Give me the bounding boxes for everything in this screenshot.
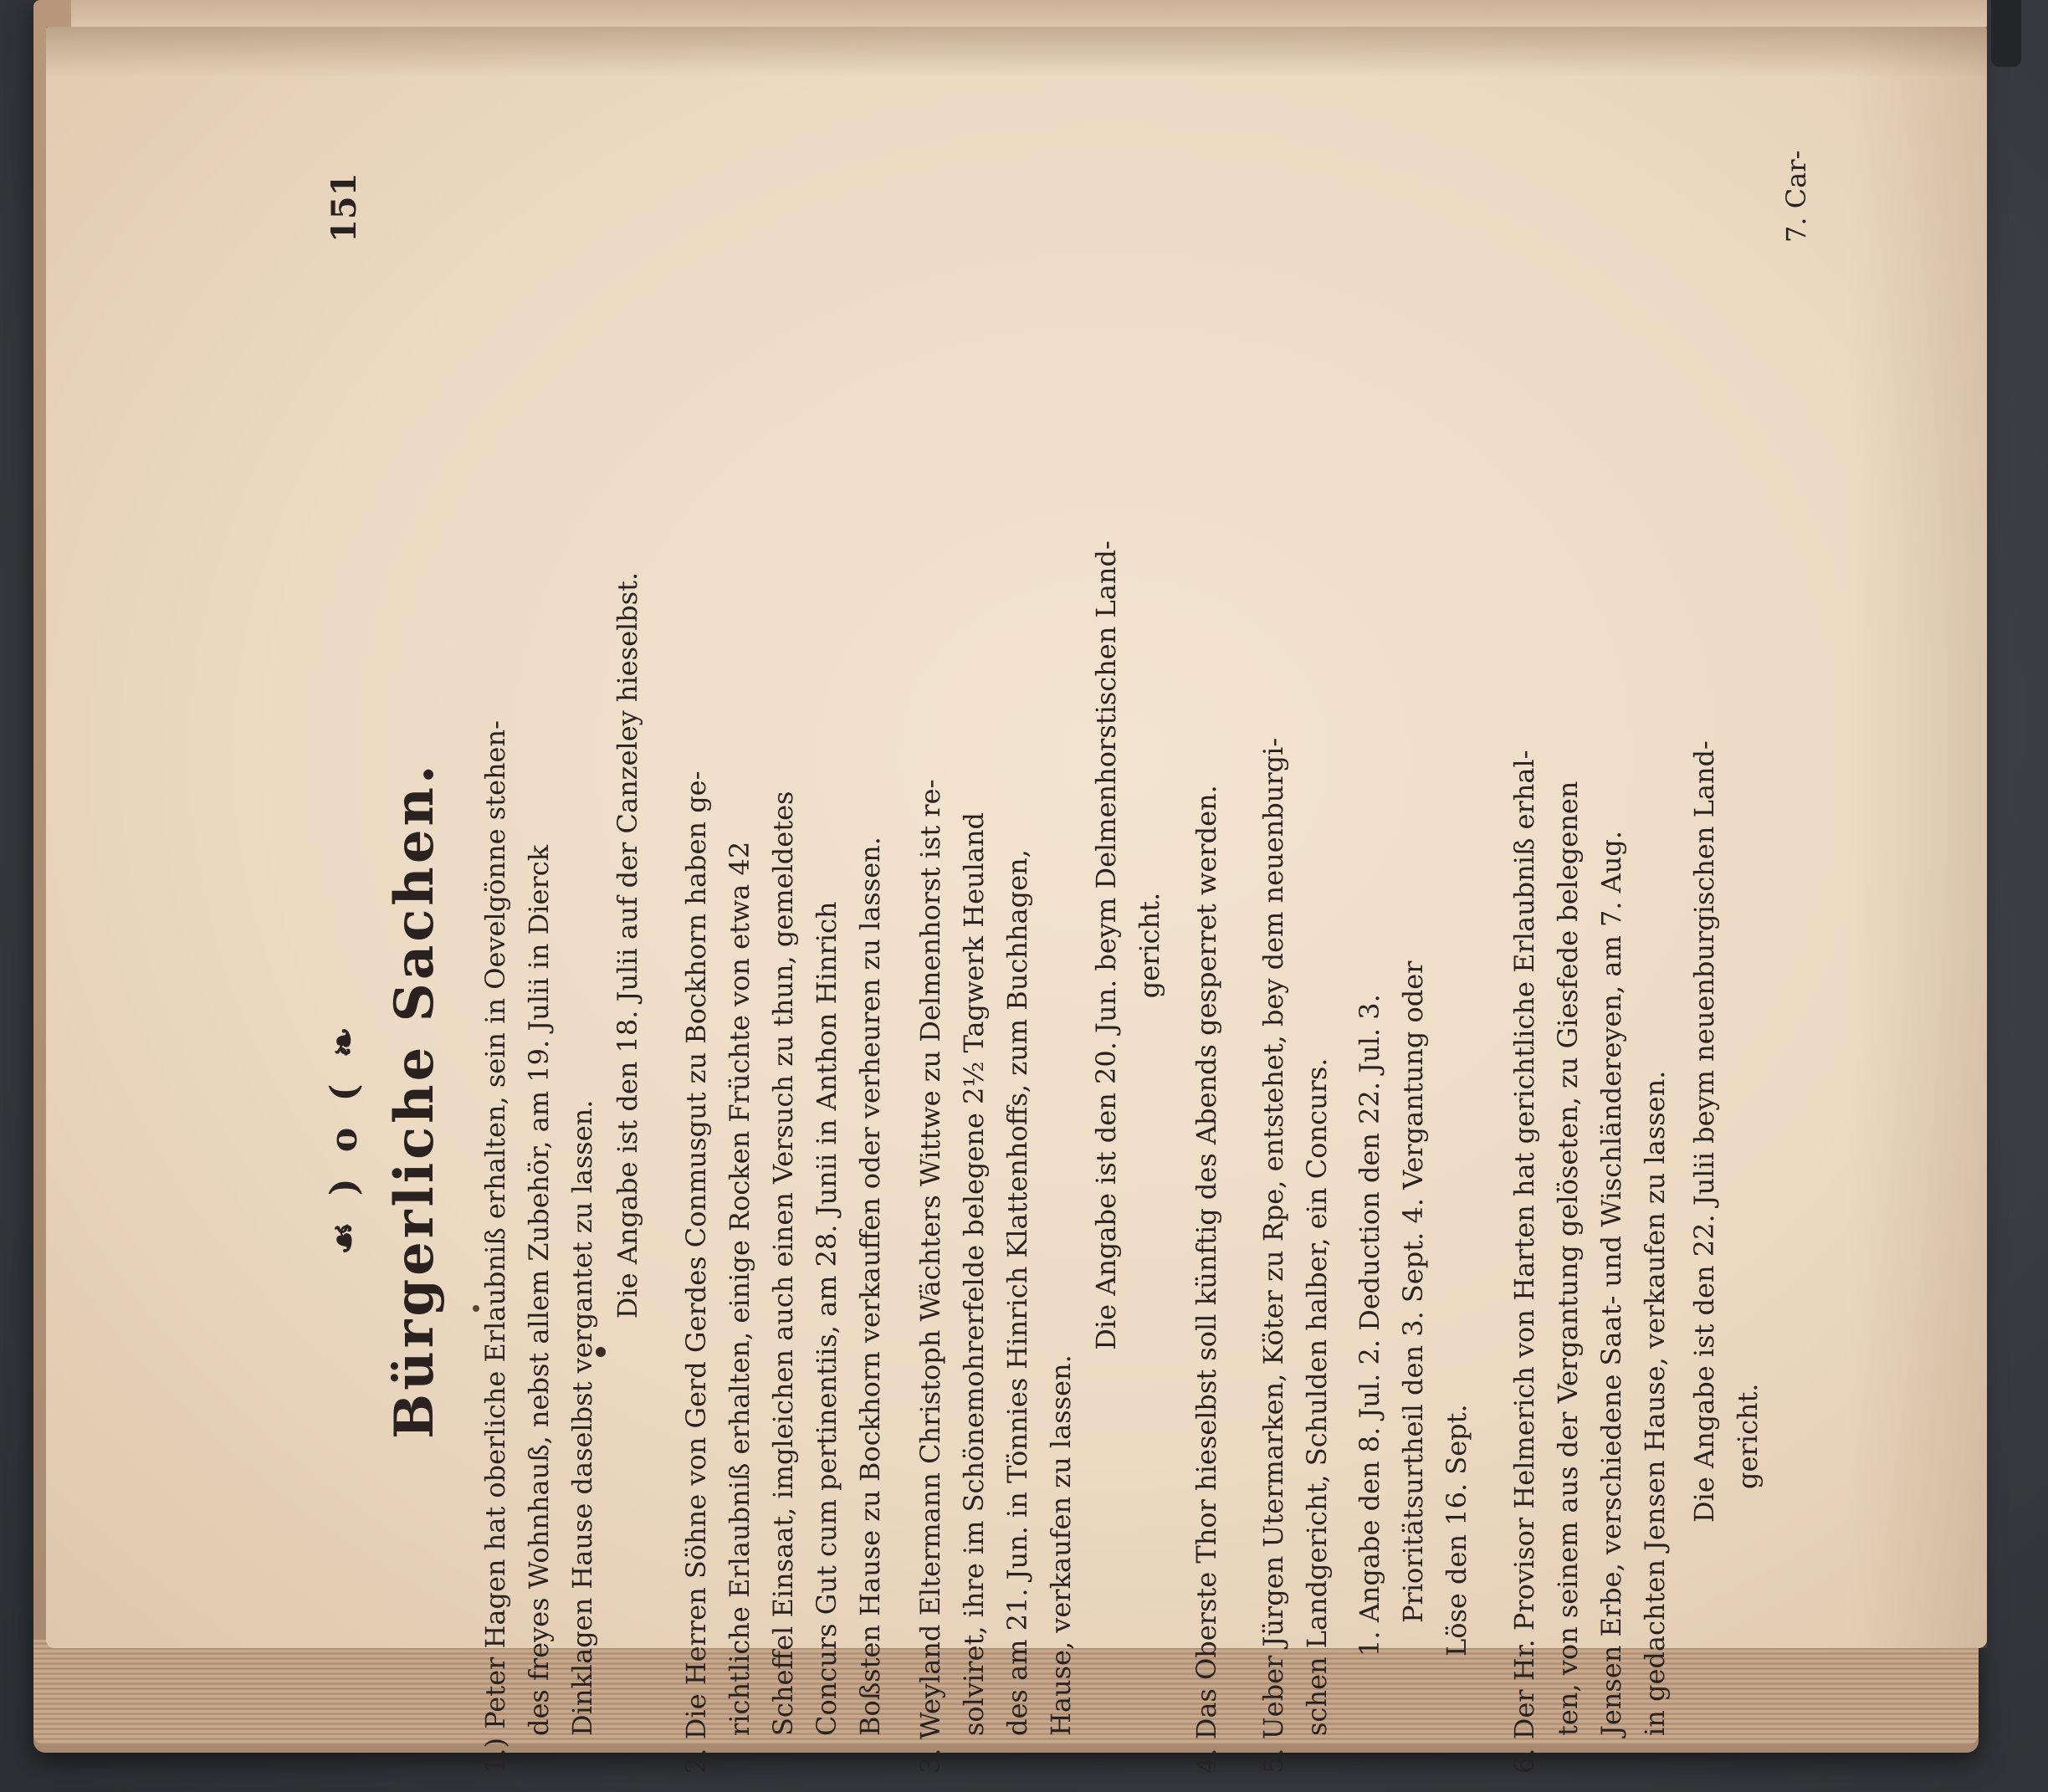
entry-3 bbox=[909, 780, 1083, 1774]
page-number: 151 bbox=[325, 172, 364, 243]
entry-line: Hause, verkaufen zu lassen. bbox=[1045, 1354, 1077, 1736]
entry-line: solviret, ihre im Schönemohrerfelde belegene 2½ Tagwerk Heuland bbox=[958, 812, 990, 1736]
entry-line: schen Landgericht, Schulden halber, ein Concurs. bbox=[1301, 1057, 1333, 1736]
fore-edge-shadow bbox=[1849, 27, 1987, 1648]
entry-line: Dinklagen Hause daselbst vergantet zu lassen. bbox=[566, 1099, 598, 1736]
rotated-text-block bbox=[323, 117, 1820, 1774]
entry-6-note bbox=[1682, 740, 1769, 1523]
entry-line: Scheffel Einsaat, imgleichen auch einen Versuch zu thun, gemeldetes bbox=[767, 791, 799, 1736]
entry-6 bbox=[1503, 750, 1677, 1774]
entry-line: richtliche Erlaubniß erhalten, einige Rocken Früchte von etwa 42 bbox=[724, 841, 755, 1736]
entry-line: des freyes Wohnhauß, nebst allem Zubehör, am 19. Julii in Dierck bbox=[523, 844, 555, 1736]
entry-1 bbox=[474, 720, 604, 1774]
entry-1-note bbox=[606, 117, 649, 1774]
note-line: Löse den 16. Sept. bbox=[1441, 1404, 1472, 1656]
entry-line: 5. Ueber Jürgen Utermarken, Köter zu Rpe, entstehet, bey dem neuenburgi- bbox=[1257, 737, 1289, 1774]
entry-3-note bbox=[1084, 117, 1171, 1774]
note-line: Prioritätsurtheil den 3. Sept. 4. Vergantung oder bbox=[1397, 960, 1429, 1623]
entry-5-note bbox=[1348, 961, 1478, 1656]
entry-line: 4. Das Oberste Thor hieselbst soll künftig des Abends gesperret werden. bbox=[1190, 785, 1222, 1774]
entry-line: 2. Die Herren Söhne von Gerd Gerdes Conmusgut zu Bockhorn haben ge- bbox=[680, 771, 712, 1774]
entry-line: 1.) Peter Hagen hat oberliche Erlaubniß erhalten, sein in Oevelgönne stehen- bbox=[479, 720, 511, 1774]
entry-4 bbox=[1185, 785, 1228, 1774]
note-line: 1. Angabe den 8. Jul. 2. Deduction den 22. Jul. 3. bbox=[1354, 994, 1385, 1656]
gutter-shadow bbox=[46, 27, 1987, 77]
entry-line: 3. Weyland Eltermann Christoph Wächters Wittwe zu Delmenhorst ist re- bbox=[914, 779, 946, 1774]
catchword: 7. Car- bbox=[1780, 150, 1812, 243]
note-line: gericht. bbox=[1732, 1383, 1764, 1489]
running-head: ☙ ) o ( ❧ bbox=[323, 1020, 366, 1255]
entry-line: des am 21. Jun. in Tönnies Hinrich Klattenhoffs, zum Buchhagen, bbox=[1001, 849, 1033, 1736]
note-line: Die Angabe ist den 20. Jun. beym Delmenhorstischen Land- bbox=[1090, 540, 1122, 1350]
note-line: gericht. bbox=[1134, 892, 1165, 999]
entry-line: Boßsten Hause zu Bockhorn verkauffen oder verheuren zu lassen. bbox=[854, 837, 886, 1736]
book-clasp bbox=[1991, 0, 2021, 67]
entry-line: 6. Der Hr. Provisor Helmerich von Harten hat gerichtliche Erlaubniß erhal- bbox=[1508, 750, 1540, 1774]
note-line: Die Angabe ist den 22. Julii beym neuenburgischen Land- bbox=[1688, 740, 1720, 1523]
entry-line: Concurs Gut cum pertinentiis, am 28. Junii in Anthon Hinrich bbox=[811, 901, 842, 1736]
previous-page-edge bbox=[71, 0, 1987, 28]
entry-5 bbox=[1252, 738, 1339, 1774]
entry-line: Jensen Erbe, verschiedene Saat- und Wischländereyen, am 7. Aug. bbox=[1595, 830, 1627, 1736]
entry-2 bbox=[674, 771, 892, 1774]
section-title: Bürgerliche Sachen. bbox=[383, 761, 446, 1439]
note-line: Die Angabe ist den 18. Julii auf der Canzeley hieselbst. bbox=[612, 571, 643, 1319]
entry-line: in gedachten Jensen Hause, verkaufen zu lassen. bbox=[1639, 1070, 1671, 1736]
entry-line: ten, von seinem aus der Vergantung gelöseten, zu Giesfede belegenen bbox=[1552, 781, 1584, 1736]
